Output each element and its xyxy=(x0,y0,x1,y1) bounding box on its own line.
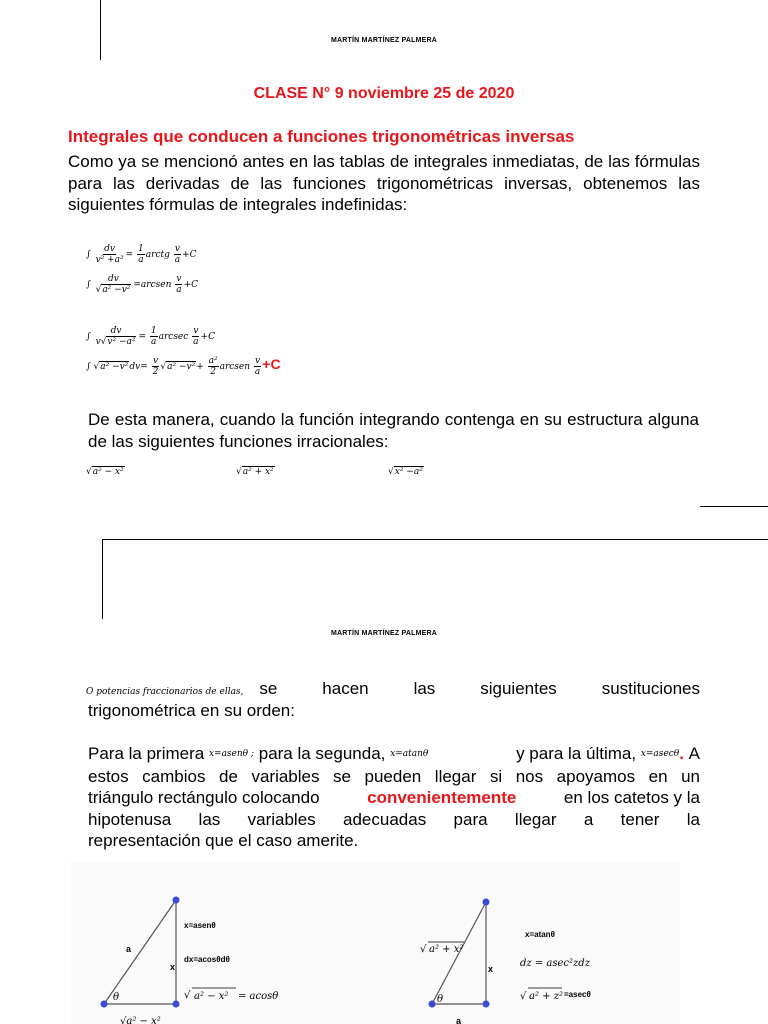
red-dot: . xyxy=(679,744,684,763)
eq-dz: dz = asec²zdz xyxy=(520,958,590,969)
substitution-paragraph xyxy=(88,743,700,852)
paragraph-line: representación que el caso amerite. xyxy=(88,831,359,850)
fractional-note: O potencias fraccionarios de ellas, xyxy=(86,687,244,697)
formula-arcsec: ∫ $\frac{dv}{\text{v√v² −a²}}$ = $\frac{1}{a}$ arcsec $\frac{v}{a}$ +C xyxy=(86,326,215,347)
substitution-line-2: trigonométrica en su orden: xyxy=(88,701,295,720)
angle-label: θ xyxy=(113,992,120,1003)
eq-x-asen: x=asenθ xyxy=(184,921,216,930)
expr-a2-minus-x2: √a² − x² xyxy=(86,467,124,477)
triangle-figures xyxy=(70,862,680,1024)
intro-paragraph: Como ya se mencionó antes en las tablas de integrales inmediatas, de las fórmulas para las derivadas de las funciones trigonométricas inversas, obtenemos las siguientes fórmulas de integrales indefinidas: xyxy=(68,152,700,214)
second-label: para la segunda, xyxy=(258,744,386,763)
last-label: y para la última, xyxy=(516,744,637,763)
eq-sqrt-prefix: √ xyxy=(184,990,191,1001)
section-heading: Integrales que conducen a funciones trigonométricas inversas xyxy=(68,127,575,146)
svg-text:√a² − x²: √a² − x² xyxy=(120,1016,161,1024)
eq-x-atan: x=atanθ xyxy=(525,930,555,939)
text-part: triángulo rectángulo colocando xyxy=(88,788,320,807)
word-a: A xyxy=(688,744,700,763)
page-title: CLASE N° 9 noviembre 25 de 2020 xyxy=(253,85,515,102)
svg-text:a² + x²: a² + x² xyxy=(429,944,464,955)
base-label: a xyxy=(456,1016,462,1024)
side-label: x xyxy=(488,964,494,974)
page-top-line xyxy=(102,539,768,540)
expr-x2-minus-a2: √x² −a² xyxy=(388,467,423,477)
triangle-1 xyxy=(101,897,279,1024)
formula-arcsen: ∫ $\frac{dv}{\text{√a² −v²}}$ =arcsen $\frac{v}{a}$ +C xyxy=(86,274,199,295)
eq-acos: = acosθ xyxy=(238,991,279,1002)
emphasized-word: convenientemente xyxy=(367,788,517,807)
svg-text:a² + z²: a² + z² xyxy=(529,991,563,1002)
page-corner-line xyxy=(700,506,768,507)
eq-dx: dx=acosθdθ xyxy=(184,955,230,964)
angle-label: θ xyxy=(437,994,444,1005)
sub-second: x=atanθ xyxy=(390,749,429,759)
paragraph-line: estos cambios de variables se pueden llegar si nos apoyamos en un xyxy=(88,766,700,786)
svg-text:a² − x²: a² − x² xyxy=(194,991,229,1002)
formula-arctg: ∫ $\frac{dv}{\text{v² +a²}}$ = $\frac{1}{a}$ arctg $\frac{v}{a}$ +C xyxy=(86,244,197,265)
paragraph-line xyxy=(88,787,700,809)
margin-line xyxy=(102,539,103,619)
first-label: Para la primera xyxy=(88,744,205,763)
expr-a2-plus-x2: √a² + x² xyxy=(236,467,274,477)
side-label: x xyxy=(170,962,176,972)
page-author: MARTÍN MARTÍNEZ PALMERA xyxy=(331,630,437,637)
eq-asec: =asecθ xyxy=(564,990,591,999)
svg-text:√: √ xyxy=(520,991,527,1002)
line1-text: se hacen las siguientes sustituciones xyxy=(259,679,700,698)
text-part: en los catetos y la xyxy=(563,788,700,807)
page-author: MARTÍN MARTÍNEZ PALMERA xyxy=(331,37,437,44)
svg-text:√: √ xyxy=(420,944,427,955)
sub-first: x=asenθ ; xyxy=(208,749,254,759)
margin-line xyxy=(100,0,101,60)
hyp-label: a xyxy=(126,944,132,954)
irrational-paragraph: De esta manera, cuando la función integrando contenga en su estructura alguna de las siguientes funciones irracionales: xyxy=(88,410,699,451)
triangle-2 xyxy=(420,899,591,1024)
formula-sqrt-integral: ∫ √a² −v²dv= $\frac{v}{2}$ √a² −v²+ $\frac{\text{a²}}{2}$ arcsen $\frac{v}{a}$ +C xyxy=(86,356,281,377)
plus-c: +C xyxy=(262,356,281,372)
paragraph-line: hipotenusa las variables adecuadas para llegar a tener la xyxy=(88,809,700,829)
sub-last: x=asecθ xyxy=(640,749,680,759)
